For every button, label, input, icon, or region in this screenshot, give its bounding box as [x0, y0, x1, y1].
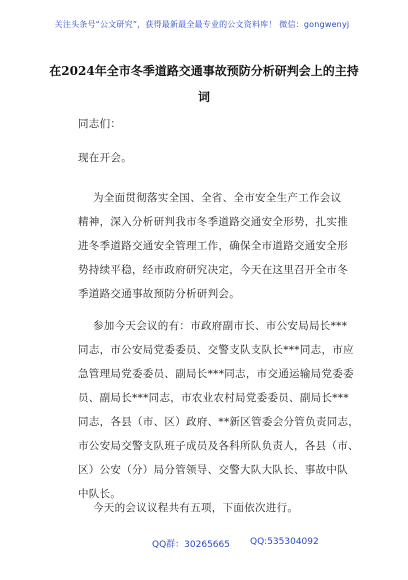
title-line-1: 在2024年全市冬季道路交通事故预防分析研判会上的主持 [49, 64, 359, 78]
paragraph-1 [78, 186, 358, 306]
para2-line: 员、副局长***同志，市农业农村局党委委员、副局长*** [78, 392, 349, 404]
paragraph-2 [78, 314, 358, 506]
para2-line: 中队长。 [78, 488, 122, 500]
para1-line: 势持续平稳，经市政府研究决定，今天在这里召开全市冬 [78, 264, 348, 276]
para2-line: 急管理局党委委员、副局长***同志，市交通运输局党委委 [78, 368, 354, 380]
paragraph-3: 今天的会议议程共有五项，下面依次进行。 [93, 502, 299, 514]
para2-line: 市公安局交警支队班子成员及各科所队负责人，各县（市、 [78, 440, 359, 452]
para1-line: 为全面贯彻落实全国、全省、全市安全生产工作会议 [93, 192, 342, 204]
document-title [44, 58, 364, 110]
header-banner: 关注头条号“公文研究”，获得最新最全最专业的公文资料库！ 微信：gongwenyj [54, 20, 350, 29]
title-line-2: 词 [197, 90, 210, 104]
para2-line: 参加今天会议的有：市政府副市长、市公安局局长*** [93, 320, 348, 332]
para2-line: 区）公安（分）局分管领导、交警大队大队长、事故中队 [78, 464, 348, 476]
para2-line: 同志，市公安局党委委员、交警支队支队长***同志，市应 [78, 344, 354, 356]
greeting: 同志们： [78, 118, 122, 130]
para2-line: 同志，各县（市、区）政府、**新区管委会分管负责同志， [78, 416, 360, 428]
para1-line: 精神，深入分析研判我市冬季道路交通安全形势，扎实推 [78, 216, 348, 228]
qq-group-number: QQ群：30265665 [152, 540, 230, 550]
qq-number: QQ:535304092 [250, 537, 319, 547]
para1-line: 进冬季道路交通安全管理工作，确保全市道路交通安全形 [78, 240, 348, 252]
para1-line: 季道路交通事故预防分析研判会。 [78, 288, 240, 300]
opening-line: 现在开会。 [78, 152, 132, 164]
